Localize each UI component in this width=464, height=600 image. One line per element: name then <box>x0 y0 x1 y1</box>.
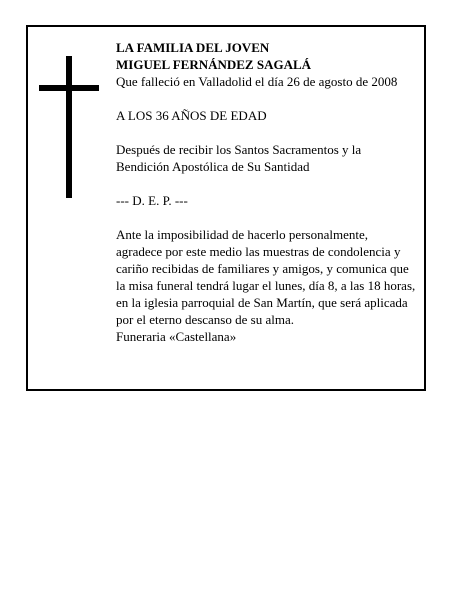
cross-horizontal-bar <box>39 85 99 91</box>
cross-vertical-bar <box>66 56 72 198</box>
funeral-home: Funeraria «Castellana» <box>116 329 237 344</box>
obituary-notice <box>26 25 426 391</box>
sacraments-text: Después de recibir los Santos Sacramentos y la Bendición Apostólica de Su Santidad <box>116 142 362 174</box>
heading-line-1: LA FAMILIA DEL JOVEN <box>116 40 270 55</box>
age-line: A LOS 36 AÑOS DE EDAD <box>116 108 267 123</box>
notice-text <box>116 39 416 345</box>
rip-line: --- D. E. P. --- <box>116 193 188 208</box>
cross-icon <box>39 56 99 198</box>
death-date-line: Que falleció en Valladolid el día 26 de agosto de 2008 <box>116 74 398 89</box>
deceased-name: MIGUEL FERNÁNDEZ SAGALÁ <box>116 57 312 72</box>
body-text: Ante la imposibilidad de hacerlo personalmente, agradece por este medio las muestras de condolencia y cariño recibidas de familiares y amigos, y comunica que la misa funeral tendrá lugar el lunes, día 8, a las 18 horas, en la iglesia parroquial de San Martín, que será aplicada por el eterno descanso de su alma. <box>116 227 416 327</box>
